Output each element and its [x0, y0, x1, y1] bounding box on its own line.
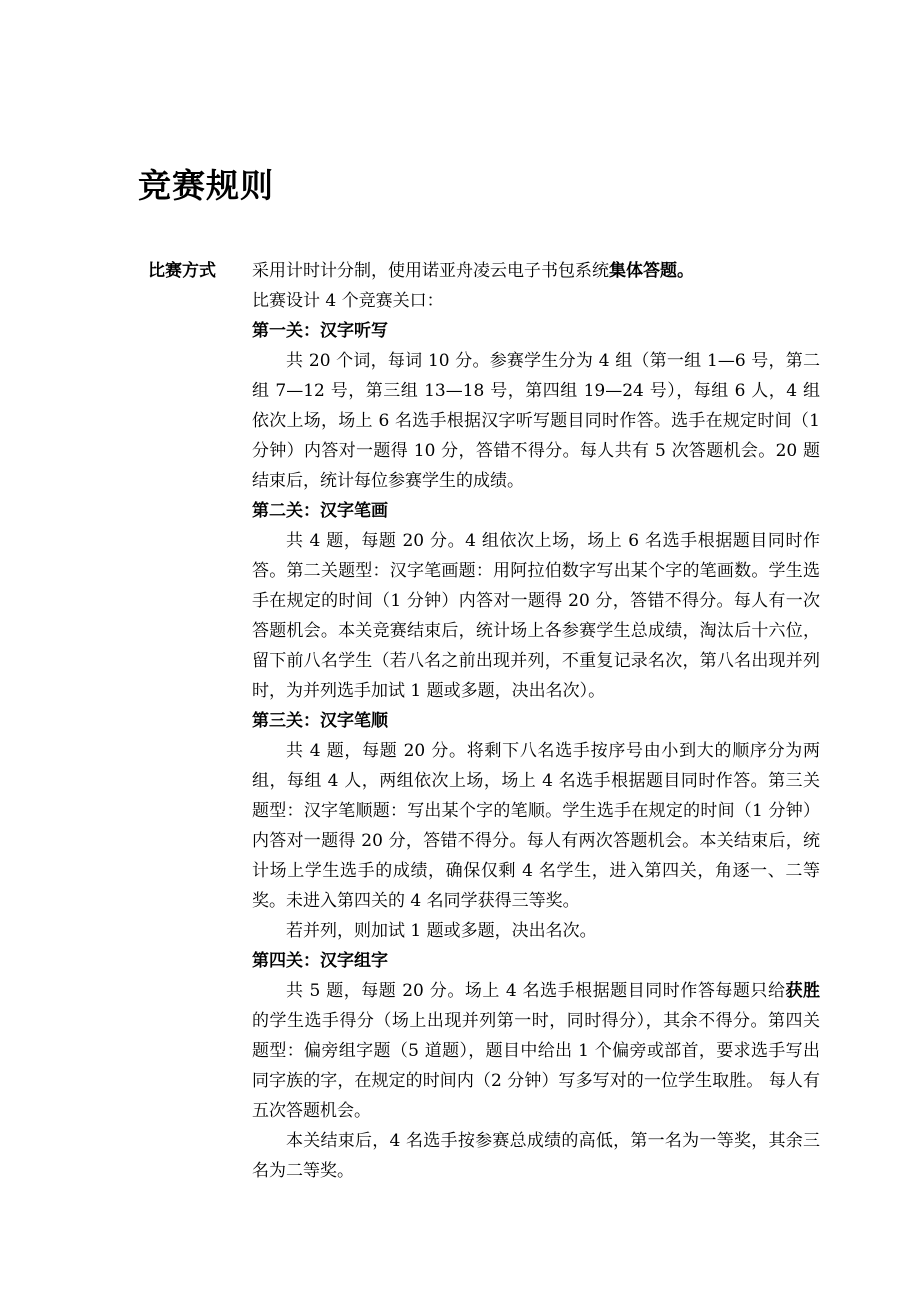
page-title: 竞赛规则 — [138, 166, 274, 205]
stage1-title: 第一关：汉字听写 — [252, 321, 388, 341]
intro-bold-text: 集体答题。 — [609, 261, 694, 281]
intro-text: 采用计时计分制，使用诺亚舟凌云电子书包系统 — [252, 261, 609, 281]
intro-paragraph — [252, 256, 820, 286]
section-label: 比赛方式 — [148, 261, 216, 281]
stage2-title: 第二关：汉字笔画 — [252, 501, 388, 521]
section-content — [252, 256, 820, 1186]
stage4-paragraph-1 — [252, 976, 820, 1126]
stage4-title: 第四关：汉字组字 — [252, 951, 388, 971]
stage3-title: 第三关：汉字笔顺 — [252, 711, 388, 731]
stage3-tiebreak: 若并列，则加试 1 题或多题，决出名次。 — [286, 921, 597, 941]
stage4-paragraph-2: 本关结束后，4 名选手按参赛总成绩的高低，第一名为一等奖，其余三名为二等奖。 — [252, 1131, 820, 1181]
stage3-paragraph: 共 4 题，每题 20 分。将剩下八名选手按序号由小到大的顺序分为两组，每组 4 人，两组依次上场，场上 4 名选手根据题目同时作答。第三关题型：汉字笔顺题：写出某个字的笔顺。学生选手在规定的时间（1 分钟）内答对一题得 20 分，答错不得分。每人有两次答题机会。本关结束后，统计场上学生选手的成绩，确保仅剩 4 名学生，进入第四关，角逐一、二等奖。未进入第四关的 4 名同学获得三等奖。 — [252, 741, 820, 911]
stage4-bold-text: 获胜 — [785, 981, 821, 1001]
intro-line-2: 比赛设计 4 个竞赛关口： — [252, 291, 444, 311]
stage4-text-after: 的学生选手得分（场上出现并列第一时，同时得分），其余不得分。第四关题型：偏旁组字题（5 道题），题目中给出 1 个偏旁或部首，要求选手写出同字族的字，在规定的时间内（2 分钟）写多写对的一位学生取胜。 每人有五次答题机会。 — [252, 1011, 820, 1121]
stage4-text-before: 共 5 题，每题 20 分。场上 4 名选手根据题目同时作答每题只给 — [286, 981, 786, 1001]
stage2-paragraph: 共 4 题，每题 20 分。4 组依次上场，场上 6 名选手根据题目同时作答。第二关题型：汉字笔画题：用阿拉伯数字写出某个字的笔画数。学生选手在规定的时间（1 分钟）内答对一题得 20 分，答错不得分。每人有一次答题机会。本关竞赛结束后，统计场上各参赛学生总成绩，淘汰后十六位，留下前八名学生（若八名之前出现并列，不重复记录名次，第八名出现并列时，为并列选手加试 1 题或多题，决出名次）。 — [252, 531, 820, 701]
stage1-paragraph: 共 20 个词，每词 10 分。参赛学生分为 4 组（第一组 1—6 号，第二组 7—12 号，第三组 13—18 号，第四组 19—24 号），每组 6 人，4 组依次上场，场上 6 名选手根据汉字听写题目同时作答。选手在规定时间（1 分钟）内答对一题得 10 分，答错不得分。每人共有 5 次答题机会。20 题结束后，统计每位参赛学生的成绩。 — [252, 351, 820, 491]
